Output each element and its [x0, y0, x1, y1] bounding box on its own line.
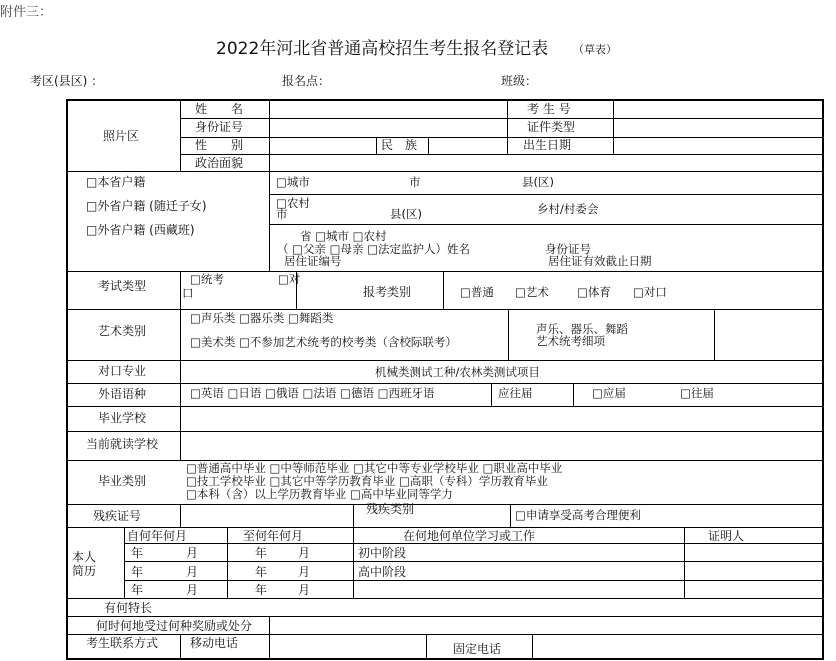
year-label: 年 — [131, 546, 144, 560]
to-date-header: 至何年何月 — [243, 529, 304, 543]
fresh-option[interactable]: □应届 — [592, 386, 626, 400]
art-detail-line1: 声乐、器乐、舞蹈 — [536, 322, 628, 336]
disability-apply-option[interactable]: □申请享受高考合理便利 — [515, 508, 641, 522]
month-label: 月 — [298, 546, 311, 560]
dui-option[interactable]: □对 — [278, 272, 301, 286]
grad-type-line2[interactable]: □技工学校毕业 □其它中等学历教育毕业 □高职（专科）学历教育毕业 — [186, 474, 548, 488]
talent-label: 有何特长 — [104, 601, 153, 615]
year-label: 年 — [131, 565, 144, 579]
form-title: 2022年河北省普通高校招生考生报名登记表 — [216, 39, 549, 59]
witness-header: 证明人 — [708, 529, 745, 543]
art-options-line1[interactable]: □声乐类 □器乐类 □舞蹈类 — [190, 311, 334, 325]
id-no-label: 身份证号 — [195, 120, 244, 134]
rural-town-label: 乡村/村委会 — [537, 202, 599, 216]
senior-stage-label: 高中阶段 — [358, 565, 407, 579]
year-label: 年 — [131, 583, 144, 597]
language-options[interactable]: □英语 □日语 □俄语 □法语 □德语 □西班牙语 — [190, 386, 435, 400]
month-label: 月 — [298, 565, 311, 579]
annex-label: 附件三： — [0, 5, 53, 20]
from-date-header: 自何年何月 — [127, 529, 188, 543]
mobile-label: 移动电话 — [190, 636, 239, 650]
month-label: 月 — [186, 565, 199, 579]
awards-label: 何时何地受过何种奖励或处分 — [96, 619, 253, 633]
current-school-label: 当前就读学校 — [86, 437, 159, 451]
hukou-follow-option[interactable]: □外省户籍 (随迁子女) — [86, 199, 207, 213]
year-label: 年 — [255, 583, 268, 597]
language-label: 外语语种 — [98, 387, 147, 401]
contact-label: 考生联系方式 — [86, 636, 159, 650]
hukou-tibet-option[interactable]: □外省户籍 (西藏班) — [86, 223, 195, 237]
nation-label: 民 族 — [381, 138, 418, 152]
resume-label-2: 简历 — [72, 564, 97, 578]
test-item-label: 机械类测试工种/农林类测试项目 — [375, 365, 540, 379]
exam-type-label: 考试类型 — [98, 279, 147, 293]
kou-text: 口 — [182, 286, 194, 300]
rural-shi-label: 市 — [276, 207, 288, 221]
yishu-option[interactable]: □艺术 — [515, 285, 549, 299]
past-option[interactable]: □往届 — [680, 386, 714, 400]
hukou-local-option[interactable]: □本省户籍 — [86, 175, 146, 189]
class-label: 班级： — [501, 74, 538, 88]
rural-option[interactable]: □农村 — [276, 196, 310, 210]
birth-label: 出生日期 — [523, 138, 572, 152]
apply-type-label: 报考类别 — [363, 285, 412, 299]
draft-label: （草表） — [573, 43, 617, 56]
tiyu-option[interactable]: □体育 — [577, 285, 611, 299]
disability-cert-label: 残疾证号 — [93, 509, 142, 523]
site-label: 报名点： — [282, 74, 331, 88]
month-label: 月 — [186, 583, 199, 597]
disability-type-label: 残疾类别 — [366, 502, 415, 516]
tongkao-option[interactable]: □统考 — [190, 272, 224, 286]
grad-type-line3[interactable]: □本科（含）以上学历教育毕业 □高中毕业同等学力 — [186, 487, 453, 501]
grad-school-label: 毕业学校 — [98, 411, 147, 425]
city-option[interactable]: □城市 — [276, 175, 310, 189]
guardian-label: （ □父亲 □母亲 □法定监护人）姓名 — [277, 242, 471, 256]
month-label: 月 — [298, 583, 311, 597]
permit-expire-label: 居住证有效截止日期 — [548, 254, 652, 268]
duikou-major-label: 对口专业 — [98, 364, 147, 378]
where-header: 在何地何单位学习或工作 — [403, 529, 536, 543]
exam-no-label: 考 生 号 — [527, 102, 571, 116]
putong-option[interactable]: □普通 — [460, 285, 494, 299]
province-line: 省 □城市 □农村 — [300, 229, 387, 243]
art-type-label: 艺术类别 — [98, 324, 147, 338]
grad-type-label: 毕业类别 — [98, 474, 147, 488]
duikou-option[interactable]: □对口 — [633, 285, 667, 299]
name-label: 姓 名 — [195, 102, 244, 116]
photo-area-label: 照片区 — [103, 129, 140, 143]
permit-no-label: 居住证编号 — [284, 254, 342, 268]
grad-type-line1[interactable]: □普通高中毕业 □中等师范毕业 □其它中等专业学校毕业 □职业高中毕业 — [186, 461, 563, 475]
gender-label: 性 别 — [195, 138, 244, 152]
month-label: 月 — [186, 546, 199, 560]
cert-type-label: 证件类型 — [527, 120, 576, 134]
rural-xian-label: 县(区) — [390, 207, 422, 221]
art-detail-line2: 艺术统考细项 — [536, 334, 605, 348]
district-label: 考区(县区) ： — [30, 74, 104, 88]
city-shi-label: 市 — [409, 175, 421, 189]
year-label: 年 — [255, 546, 268, 560]
city-xian-label: 县(区) — [522, 175, 554, 189]
fixed-phone-label: 固定电话 — [453, 642, 502, 656]
year-label: 年 — [255, 565, 268, 579]
resume-label-1: 本人 — [72, 550, 97, 564]
art-options-line2[interactable]: □美术类 □不参加艺术统考的校考类（含校际联考） — [190, 335, 457, 349]
guardian-id-label: 身份证号 — [545, 242, 591, 256]
junior-stage-label: 初中阶段 — [358, 546, 407, 560]
current-status-label: 应往届 — [498, 386, 533, 400]
politics-label: 政治面貌 — [195, 156, 244, 170]
